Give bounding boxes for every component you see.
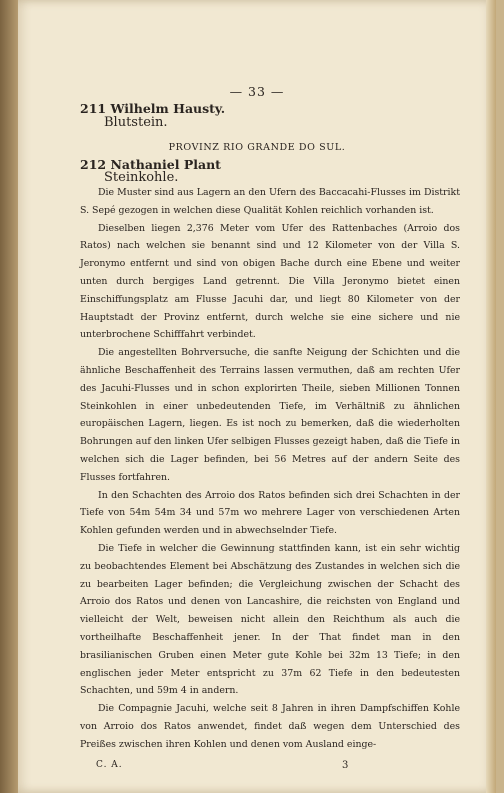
book-page	[18, 0, 496, 793]
paragraph: Die angestellten Bohrversuche, die sanfte Neigung der Schichten und die ähnliche Beschaffenheit des Terrains lassen vermuthen, daß am rechten Ufer des Jacuhi-Flusses und in schon explorirten Theile, sieben Millionen Tonnen Steinkohlen in einer unbedeutenden Tiefe, im Verhältniß zu ähnlichen europäischen Lagern, liegen. Es ist noch zu bemerken, daß die wiederholten Bohrungen auf den linken Ufer selbigen Flusses gezeigt haben, daß die Tiefe in welchen sich die Lager befinden, bei 56 Metres auf der andern Seite des Flusses fortfahren.	[80, 347, 460, 483]
entry-212-product: Steinkohle.	[104, 170, 179, 185]
printer-signature: C. A.	[96, 760, 123, 770]
entry-211-product: Blutstein.	[104, 115, 168, 130]
entry-212-heading: 212 Nathaniel Plant	[80, 157, 221, 172]
paragraph: In den Schachten des Arroio dos Ratos befinden sich drei Schachten in der Tiefe von 54m 54m 34 und 57m wo mehrere Lager von verschiedenen Arten Kohlen gefunden werden und in abwechselnder Tiefe.	[80, 489, 460, 537]
page-edge	[486, 0, 496, 793]
paragraph: Dieselben liegen 2,376 Meter vom Ufer des Rattenbaches (Arroio dos Ratos) nach welchen sie benannt sind und 12 Kilometer von der Villa S. Jeronymo entfernt und sind von obigen Bache durch eine Ebene und weiter unten durch bergiges Land getrennt. Die Villa Jeronymo bietet einen Einschiffungsplatz am Flusse Jacuhi dar, und liegt 80 Kilometer von der Hauptstadt der Provinz entfernt, durch welche sie eine sichere und nie unterbrochene Schifffahrt verbindet.	[80, 222, 460, 341]
sheet-number: 3	[342, 760, 349, 771]
page-number: — 33 —	[229, 84, 285, 99]
paragraph: Die Muster sind aus Lagern an den Ufern des Baccacahi-Flusses im Distrikt S. Sepé gezogen in welchen diese Qualität Kohlen reichlich vorhanden ist.	[80, 187, 460, 216]
paragraph: Die Tiefe in welcher die Gewinnung stattfinden kann, ist ein sehr wichtig zu beobachtendes Element bei Abschätzung des Zustandes in welchen sich die zu bearbeiten Lager befinden; die Vergleichung zwischen der Schacht des Arroio dos Ratos und denen von Lancashire, die reichsten von England und vielleicht der Welt, beweisen nicht allein den Reichthum als auch die vortheilhafte Beschaffenheit jener. In der That findet man in den brasilianischen Gruben einen Meter gute Kohle bei 32m 13 Tiefe; in den englischen jeder Meter entspricht zu 37m 62 Tiefe in den bedeutesten Schachten, und 59m 4 in andern.	[80, 542, 460, 697]
paragraph: Die Compagnie Jacuhi, welche seit 8 Jahren in ihren Dampfschiffen Kohle von Arroio dos Ratos anwendet, findet daß wegen dem Unterschied des Preißes zwischen ihren Kohlen und denen vom Ausland einge-	[80, 703, 460, 750]
body-text	[80, 184, 460, 754]
province-heading: PROVINZ RIO GRANDE DO SUL.	[168, 142, 346, 153]
book-spine-shadow	[0, 0, 18, 793]
entry-211-heading: 211 Wilhelm Hausty.	[80, 101, 226, 116]
